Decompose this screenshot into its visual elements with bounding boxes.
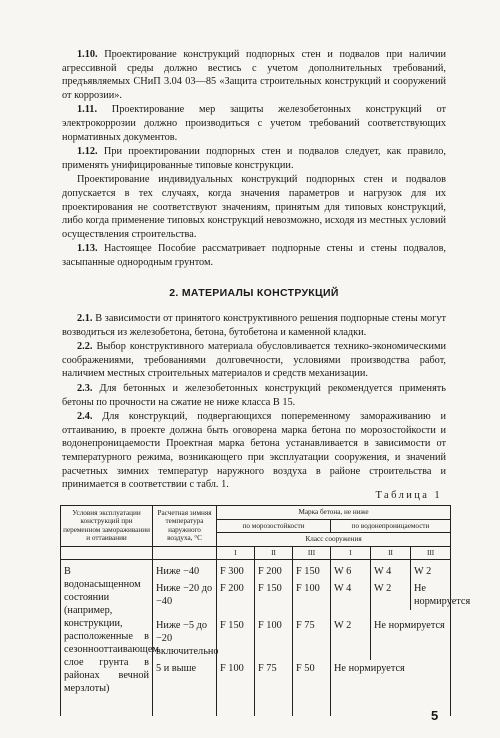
header-frost: по морозостойкости (217, 519, 331, 533)
clause-number: 1.12. (77, 146, 98, 158)
water-grade-cell: W 4 (331, 580, 371, 610)
clause-text: Проектирование индивидуальных конструкций подпорных стен и подвалов допускается в тех случаях, когда значения параметров и нагрузок для их проектирования не соответствуют значениям, принятым для типовых конструкций, либо когда применение типовых конструкций невозможно, исходя из местных условий осуществления строительства. (62, 174, 446, 240)
temperature-cell: Ниже −5 до −20 включительно (153, 610, 217, 660)
header-temperature: Расчетная зимняя температура наружного воздуха, °С (153, 506, 217, 547)
water-grade-cell: Не нормируется (411, 580, 451, 610)
header-class: Класс сооружения (217, 533, 451, 547)
paragraph-2-3 (62, 382, 446, 409)
class-header: II (371, 546, 411, 560)
clause-text: Выбор конструктивного материала обусловливается технико-экономическими соображениями, требованиями долговечности, условиями производства работ, наличием местных строительных материалов и средств механизации. (62, 341, 446, 380)
temperature-cell: 5 и выше (153, 660, 217, 716)
water-grade-cell: W 2 (371, 580, 411, 610)
table-caption: Таблица 1 (375, 490, 442, 501)
class-header: I (217, 546, 255, 560)
text-block-section-1 (62, 48, 446, 270)
frost-grade-cell: F 75 (293, 610, 331, 660)
frost-grade-cell: F 100 (217, 660, 255, 716)
frost-grade-cell: F 200 (217, 580, 255, 610)
temperature-cell: Ниже −20 до −40 (153, 580, 217, 610)
paragraph-1-12-cont (62, 173, 446, 241)
frost-grade-cell: F 50 (293, 660, 331, 716)
class-header: II (255, 546, 293, 560)
concrete-grade-table (60, 505, 471, 716)
clause-number: 2.4. (77, 411, 93, 423)
header-grade: Марка бетона, не ниже (217, 506, 451, 520)
water-grade-cell: Не нормируется (331, 660, 451, 716)
frost-grade-cell: F 150 (293, 560, 331, 581)
frost-grade-cell: F 200 (255, 560, 293, 581)
class-header: III (411, 546, 451, 560)
section-heading: 2. МАТЕРИАЛЫ КОНСТРУКЦИЙ (169, 287, 339, 299)
paragraph-1-12 (62, 145, 446, 172)
clause-number: 1.13. (77, 243, 98, 255)
table-row (61, 560, 451, 581)
header-empty-cell (153, 546, 217, 560)
paragraph-1-13 (62, 242, 446, 269)
paragraph-2-1 (62, 312, 446, 339)
clause-number: 2.1. (77, 313, 93, 324)
condition-cell: В водонасыщенном состоянии (например, конструкции, расположенные в сезоннооттаивающем слое грунта в районах вечной мерзлоты) (61, 560, 153, 717)
clause-number: 2.2. (77, 341, 93, 353)
clause-text: В зависимости от принятого конструктивного решения подпорные стены могут возводиться из железобетона, бетона, бутобетона и каменной кладки. (62, 313, 447, 338)
water-grade-cell: W 4 (371, 560, 411, 581)
frost-grade-cell: F 150 (255, 580, 293, 610)
page-number: 5 (431, 708, 439, 723)
clause-text: Проектирование конструкций подпорных стен и подвалов при наличии агрессивной среды должно вестись с учетом дополнительных требований, предъявляемых СНиП 3.04 03—85 «Защита строительных конструкций и сооружений от коррозии». (62, 49, 447, 101)
water-grade-cell: Не нормируется (371, 610, 451, 660)
clause-text: При проектировании подпорных стен и подвалов следует, как правило, применять унифицированные типовые конструкции. (62, 146, 447, 171)
header-water: по водонепроницаемости (331, 519, 451, 533)
water-grade-cell: W 2 (331, 610, 371, 660)
frost-grade-cell: F 75 (255, 660, 293, 716)
frost-grade-cell: F 300 (217, 560, 255, 581)
water-grade-cell: W 2 (411, 560, 451, 581)
paragraph-2-4 (62, 410, 446, 492)
water-grade-cell: W 6 (331, 560, 371, 581)
header-empty-cell (61, 546, 153, 560)
clause-text: Проектирование мер защиты железобетонных конструкций от электрокоррозии должно производиться с учетом требований соответствующих нормативных документов. (62, 104, 446, 143)
paragraph-2-2 (62, 340, 446, 381)
class-header: III (293, 546, 331, 560)
clause-text: Для конструкций, подвергающихся попеременному замораживанию и оттаиванию, в проекте должна быть оговорена марка бетона по морозостойкости и водонепроницаемости Проектная марка бетона устанавливается в зависимости от температурного режима, возникающего при эксплуатации сооружения, и значений расчетных зимних температур наружного воздуха в районе строительства и принимается в соответствии с табл. 1. (62, 411, 446, 491)
frost-grade-cell: F 150 (217, 610, 255, 660)
clause-text: Для бетонных и железобетонных конструкций рекомендуется применять бетоны по прочности на сжатие не ниже класса В 15. (62, 382, 447, 408)
frost-grade-cell: F 100 (293, 580, 331, 610)
clause-number: 1.11. (77, 104, 98, 116)
paragraph-1-10 (62, 48, 446, 102)
class-header: I (331, 546, 371, 560)
clause-number: 2.3. (77, 382, 93, 394)
frost-grade-cell: F 100 (255, 610, 293, 660)
clause-text: Настоящее Пособие рассматривает подпорные стены и стены подвалов, засыпанные однородным грунтом. (62, 243, 447, 268)
paragraph-1-11 (62, 103, 446, 144)
clause-number: 1.10. (77, 49, 98, 60)
temperature-cell: Ниже −40 (153, 560, 217, 581)
header-conditions: Условия эксплуатации конструкций при переменном замораживании и оттаивании (61, 506, 153, 547)
text-block-section-2 (62, 312, 446, 492)
